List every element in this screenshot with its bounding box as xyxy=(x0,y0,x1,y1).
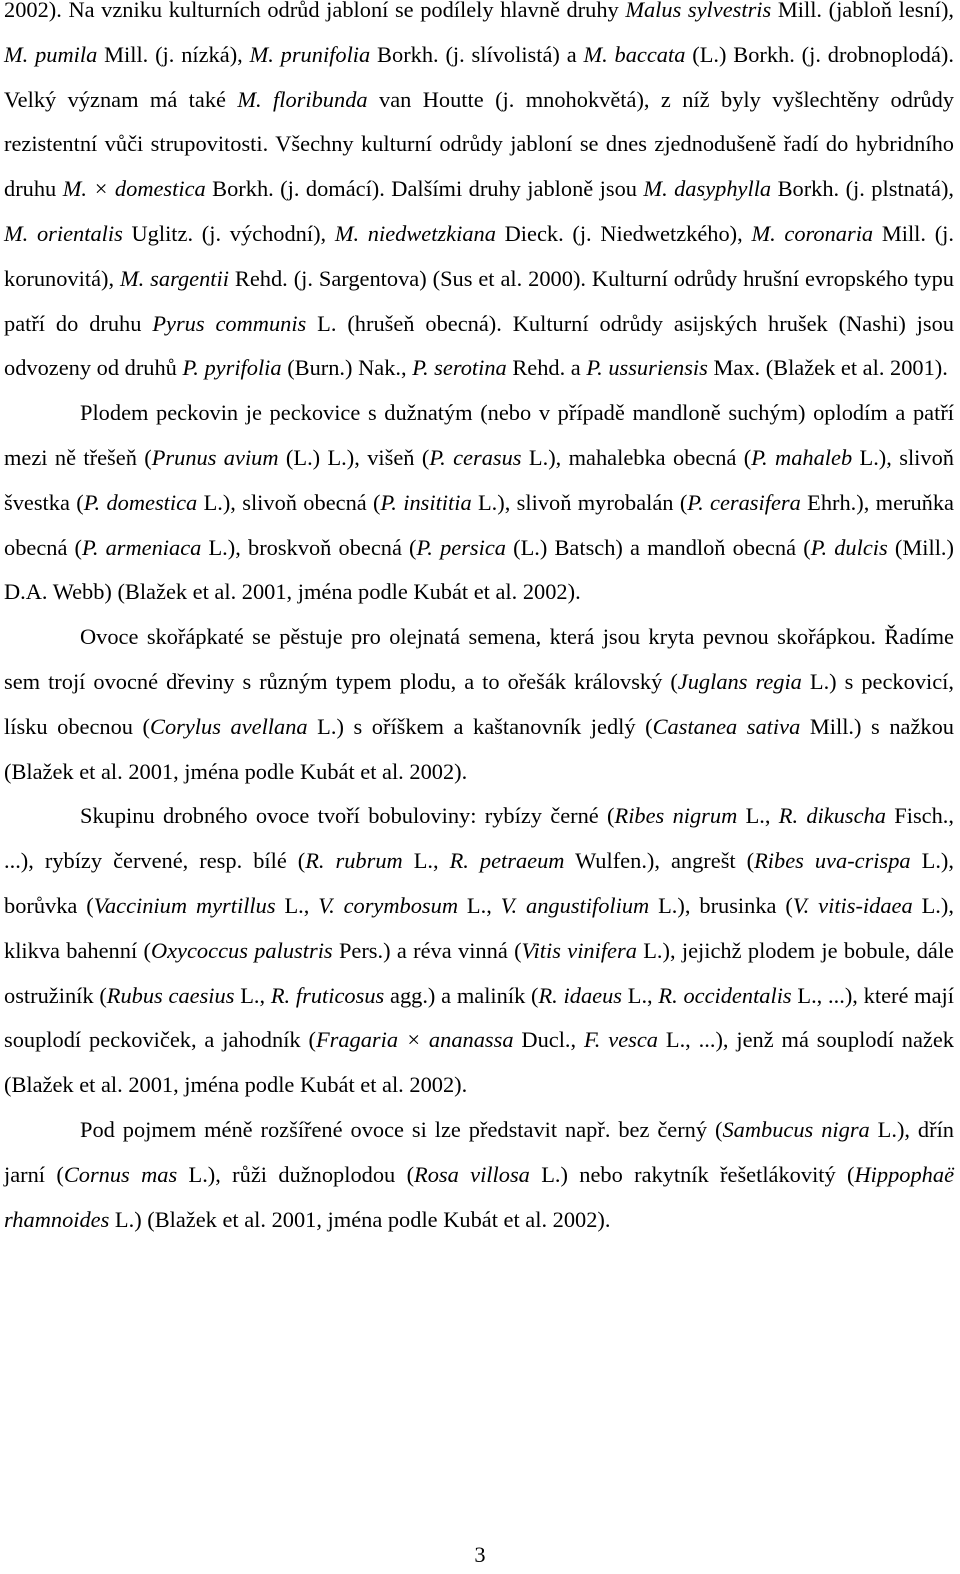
taxon-name: Prunus avium xyxy=(151,444,279,470)
text-run: L.), slivoň obecná ( xyxy=(197,489,381,515)
text-run: L., xyxy=(402,848,450,874)
text-run: (L.) Borkh. (j. drobnoplodá). Velký význam má také xyxy=(4,41,954,112)
text-run: Borkh. (j. slívolistá) a xyxy=(370,41,584,67)
taxon-name: P. ussuriensis xyxy=(586,355,708,381)
taxon-name: Sambucus nigra xyxy=(722,1116,870,1142)
paragraph-apples-pears xyxy=(4,0,954,391)
text-run: L.), slivoň myrobalán ( xyxy=(471,489,688,515)
text-run: (L.) Batsch) a mandloň obecná ( xyxy=(505,534,811,560)
text-run: Skupinu drobného ovoce tvoří bobuloviny: rybízy černé ( xyxy=(80,803,615,829)
text-run: L., xyxy=(622,982,659,1008)
taxon-name: Corylus avellana xyxy=(150,713,308,739)
text-run: L.) s oříškem a kaštanovník jedlý ( xyxy=(307,713,653,739)
text-run: Ducl., xyxy=(513,1027,585,1053)
taxon-name: R. petraeum xyxy=(449,848,565,874)
taxon-name: V. corymbosum xyxy=(318,892,459,918)
text-run: agg.) a maliník ( xyxy=(384,982,539,1008)
text-run: (Burn.) Nak., xyxy=(281,355,413,381)
taxon-name: R. fruticosus xyxy=(270,982,385,1008)
text-run: L.) s peckovicí, lísku obecnou ( xyxy=(4,668,954,739)
text-run: Pod pojmem méně rozšířené ovoce si lze představit např. bez černý ( xyxy=(80,1116,723,1142)
text-run: Max. (Blažek et al. 2001). xyxy=(707,355,948,381)
text-run: L., xyxy=(737,803,779,829)
taxon-name: R. idaeus xyxy=(538,982,622,1008)
taxon-name: Pyrus communis xyxy=(152,310,307,336)
text-run: L.) nebo rakytník řešetlákovitý ( xyxy=(529,1161,855,1187)
text-run: L.), borůvka ( xyxy=(4,848,954,918)
text-run: L.) (Blažek et al. 2001, jména podle Kubát et al. 2002). xyxy=(109,1206,611,1232)
taxon-name: P. pyrifolia xyxy=(182,355,282,381)
taxon-name: M. × domestica xyxy=(62,176,206,202)
taxon-name: F. vesca xyxy=(584,1027,659,1053)
paragraph-minor-fruit xyxy=(4,1108,954,1242)
taxon-name: Rosa villosa xyxy=(414,1161,530,1187)
text-run: Ovoce skořápkaté se pěstuje pro olejnatá semena, která jsou kryta pevnou skořápkou. Řadíme sem trojí ovocné dřeviny s různým typem plodu, a to ořešák královský ( xyxy=(4,624,954,694)
taxon-name: M. niedwetzkiana xyxy=(334,220,496,246)
taxon-name: P. mahaleb xyxy=(751,444,853,470)
taxon-name: Ribes uva-crispa xyxy=(754,848,911,874)
taxon-name: Malus sylvestris xyxy=(625,0,772,22)
taxon-name: P. serotina xyxy=(412,355,507,381)
taxon-name: V. vitis-idaea xyxy=(792,892,913,918)
text-run: Dieck. (j. Niedwetzkého), xyxy=(495,220,752,246)
text-run: Uglitz. (j. východní), xyxy=(122,220,335,246)
text-run: Pers.) a réva vinná ( xyxy=(332,937,522,963)
taxon-name: M. floribunda xyxy=(237,86,368,112)
document-body xyxy=(4,0,954,1242)
taxon-name: M. pumila xyxy=(4,41,98,67)
text-run: Borkh. (j. domácí). Dalšími druhy jabloně jsou xyxy=(205,176,644,202)
taxon-name: P. cerasus xyxy=(429,444,522,470)
taxon-name: Hippophaë rhamnoides xyxy=(4,1161,955,1232)
text-run: Mill. (j. nízká), xyxy=(97,41,250,67)
taxon-name: M. baccata xyxy=(583,41,686,67)
text-run: L., xyxy=(275,892,319,918)
taxon-name: Cornus mas xyxy=(63,1161,178,1187)
taxon-name: M. prunifolia xyxy=(249,41,371,67)
taxon-name: P. cerasifera xyxy=(687,489,801,515)
text-run: Mill. (j. korunovitá), xyxy=(4,220,954,291)
text-run: Mill. (jabloň lesní), xyxy=(771,0,954,22)
taxon-name: P. persica xyxy=(416,534,506,560)
text-run: L., ...), které mají souplodí peckoviček, a jahodník ( xyxy=(4,982,954,1053)
text-run: L.), broskvoň obecná ( xyxy=(201,534,417,560)
text-run: (Mill.) D.A. Webb) (Blažek et al. 2001, jména podle Kubát et al. 2002). xyxy=(4,534,954,605)
text-run: 2002). Na vzniku kulturních odrůd jabloní se podílely hlavně druhy xyxy=(4,0,626,22)
taxon-name: Castanea sativa xyxy=(652,713,801,739)
taxon-name: R. rubrum xyxy=(305,848,403,874)
text-run: L.), růži dužnoplodou ( xyxy=(177,1161,415,1187)
text-run: Borkh. (j. plstnatá), xyxy=(771,176,954,202)
taxon-name: P. dulcis xyxy=(810,534,888,560)
text-run: L.), mahalebka obecná ( xyxy=(521,444,752,470)
taxon-name: V. angustifolium xyxy=(500,892,650,918)
taxon-name: Ribes nigrum xyxy=(614,803,738,829)
page-number: 3 xyxy=(474,1542,486,1567)
text-run: L., xyxy=(234,982,271,1008)
text-run: L., xyxy=(458,892,501,918)
paragraph-stone-fruit xyxy=(4,391,954,615)
taxon-name: Fragaria × ananassa xyxy=(315,1027,514,1053)
text-run: Fisch., ...), rybízy červené, resp. bílé ( xyxy=(4,803,954,874)
text-run: Mill.) s nažkou (Blažek et al. 2001, jména podle Kubát et al. 2002). xyxy=(4,713,954,784)
text-run: van Houtte (j. mnohokvětá), z níž byly vyšlechtěny odrůdy rezistentní vůči strupovitosti. Všechny kulturní odrůdy jabloní se dnes zjednodušeně řadí do hybridního druhu xyxy=(4,86,954,202)
text-run: Plodem peckovin je peckovice s dužnatým (nebo v případě mandloně suchým) oplodím a patří mezi ně třešeň ( xyxy=(4,400,954,470)
text-run: Wulfen.), angrešt ( xyxy=(564,848,755,874)
text-run: L.), jejichž plodem je bobule, dále ostružiník ( xyxy=(4,937,954,1008)
taxon-name: M. sargentii xyxy=(120,265,229,291)
text-run: Rehd. a xyxy=(506,355,587,381)
text-run: L. (hrušeň obecná). Kulturní odrůdy asijských hrušek (Nashi) jsou odvozeny od druhů xyxy=(4,310,954,381)
text-run: L.), slivoň švestka ( xyxy=(4,444,954,515)
taxon-name: Juglans regia xyxy=(677,668,802,694)
taxon-name: P. armeniaca xyxy=(82,534,202,560)
text-run: (L.) L.), višeň ( xyxy=(278,444,430,470)
taxon-name: M. dasyphylla xyxy=(643,176,772,202)
text-run: L., ...), jenž má souplodí nažek (Blažek et al. 2001, jména podle Kubát et al. 2002). xyxy=(4,1027,954,1098)
taxon-name: R. dikuscha xyxy=(778,803,886,829)
taxon-name: P. insititia xyxy=(380,489,472,515)
taxon-name: Oxycoccus palustris xyxy=(150,937,333,963)
text-run: L.), brusinka ( xyxy=(649,892,793,918)
text-run: L.), klikva bahenní ( xyxy=(4,892,954,963)
taxon-name: R. occidentalis xyxy=(658,982,792,1008)
taxon-name: M. orientalis xyxy=(4,220,123,246)
taxon-name: P. domestica xyxy=(83,489,198,515)
taxon-name: M. coronaria xyxy=(751,220,874,246)
text-run: Rehd. (j. Sargentova) (Sus et al. 2000). Kulturní odrůdy hrušní evropského typu patří do druhu xyxy=(4,265,954,336)
text-run: L.), dřín jarní ( xyxy=(4,1116,955,1187)
paragraph-berries xyxy=(4,794,954,1108)
text-run: Ehrh.), meruňka obecná ( xyxy=(4,489,954,560)
paragraph-nut-fruit xyxy=(4,615,954,794)
taxon-name: Vitis vinifera xyxy=(521,937,637,963)
taxon-name: Vaccinium myrtillus xyxy=(93,892,276,918)
taxon-name: Rubus caesius xyxy=(106,982,235,1008)
